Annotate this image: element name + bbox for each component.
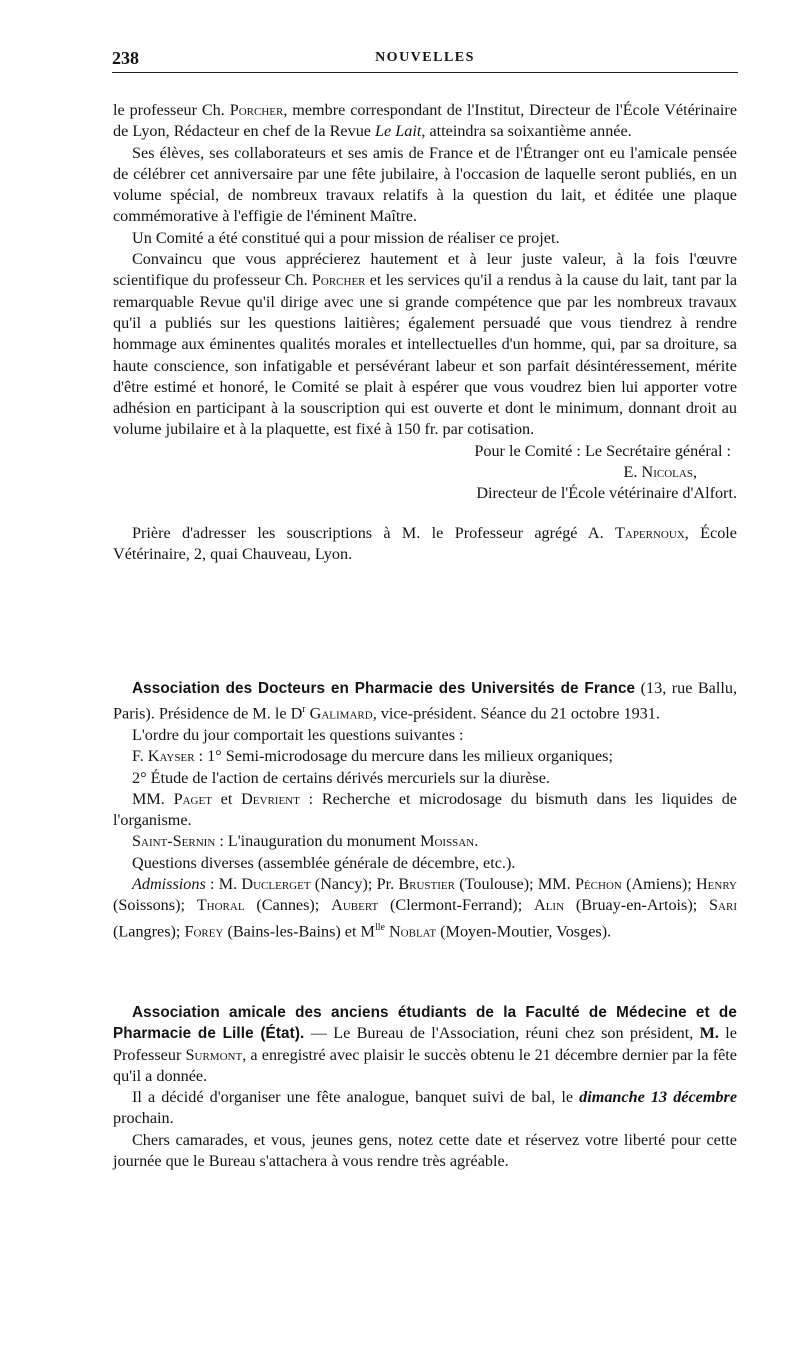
running-title: NOUVELLES (375, 50, 475, 65)
journal-title: Le Lait (375, 122, 422, 141)
page-number: 238 (112, 48, 139, 68)
porcher-paragraph-4: Convaincu que vous apprécierez hautement et à leur juste valeur, à la fois l'œuvre scientifique du professeur Ch. Porcher et les services qu'il a rendus à la cause du lait, tant par la remarquable Revue qu'il dirige avec une si grande compétence que par les nombreux travaux qu'il a publiés sur les questions laitières; également persuadé que vous tiendrez à rendre hommage aux éminentes qualités morales et intellectuelles d'un homme, qui, par sa droiture, sa haute conscience, son infatigable et persévérant labeur et son parfait désintéressement, mérite d'être estimé et honoré, le Comité se plait à espérer que vous voudrez bien lui apporter votre adhésion en participant à la souscription qui est ouverte et dont le minimum, donnant droit au volume jubilaire et à la plaquette, est fixé à 150 fr. par cotisation. (113, 250, 737, 439)
agenda-item: 2° Étude de l'action de certains dérivés mercuriels sur la diurèse. (132, 768, 550, 787)
person-name: Nicolas, (641, 463, 697, 482)
lille-section (113, 1002, 737, 1172)
agenda-intro: L'ordre du jour comportait les questions suivantes : (132, 725, 464, 744)
docteurs-intro: Association des Docteurs en Pharmacie des Universités de France (13, rue Ballu, Paris). Présidence de M. le $D^r$ Galimard, vice-président. Séance du 21 octobre 1931. (113, 679, 737, 723)
signature-line-2: E. Nicolas, (623, 463, 697, 482)
person-name: Galimard (305, 704, 373, 723)
porcher-section (113, 100, 737, 565)
section-heading: Association amicale des anciens étudiants de la Faculté de Médecine et de Pharmacie de Lille (État). (113, 1004, 737, 1043)
person-name: Porcher (311, 271, 366, 290)
page-header (112, 46, 738, 73)
agenda-item: Saint-Sernin : L'inauguration du monument Moissan. (132, 832, 479, 851)
event-date: dimanche 13 décembre (579, 1088, 738, 1107)
porcher-paragraph-3: Un Comité a été constitué qui a pour mission de réaliser ce projet. (132, 228, 560, 247)
section-heading: Association des Docteurs en Pharmacie des Universités de France (132, 680, 636, 697)
admissions: Admissions : M. Duclerget (Nancy); Pr. Brustier (Toulouse); MM. Péchon (Amiens); Henry (Soissons); Thoral (Cannes); Aubert (Clermont-Ferrand); Alin (Bruay-en-Artois); Sari (Langres); Forey (Bains-les-Bains) et $M^{lle}$ Noblat (Moyen-Moutier, Vosges). (113, 875, 737, 941)
porcher-paragraph-2: Ses élèves, ses collaborateurs et ses amis de France et de l'Étranger ont eu l'amicale pensée de célébrer cet anniversaire par une fête jubilaire, à l'occasion de laquelle seront publiés, en un volume spécial, de nombreux travaux relatifs à la question du lait, et éditée une plaque commémorative à l'effigie de l'éminent Maître. (113, 143, 737, 226)
lille-paragraph-1: Association amicale des anciens étudiants de la Faculté de Médecine et de Pharmacie de Lille (État). — Le Bureau de l'Association, réuni chez son président, M. le Professeur Surmont, a enregistré avec plaisir le succès obtenu le 21 décembre dernier par la fête qu'il a donnée. (113, 1004, 737, 1085)
docteurs-section (113, 678, 737, 942)
lille-paragraph-3: Chers camarades, et vous, jeunes gens, notez cette date et réservez votre liberté pour cette journée que le Bureau s'attachera à vous rendre très agréable. (113, 1130, 737, 1171)
porcher-paragraph-1: le professeur Ch. Porcher, membre correspondant de l'Institut, Directeur de l'École Vétérinaire de Lyon, Rédacteur en chef de la Revue Le Lait, atteindra sa soixantième année. (113, 101, 738, 141)
lille-paragraph-2: Il a décidé d'organiser une fête analogue, banquet suivi de bal, le dimanche 13 décembre prochain. (113, 1088, 738, 1128)
person-name: Surmont (185, 1045, 243, 1064)
person-name: Porcher (229, 101, 284, 119)
agenda-item: Questions diverses (assemblée générale de décembre, etc.). (132, 853, 516, 872)
subscription-note: Prière d'adresser les souscriptions à M. le Professeur agrégé A. Tapernoux, École Vétérinaire, 2, quai Chauveau, Lyon. (113, 523, 737, 563)
person-name: Tapernoux, (614, 523, 689, 542)
agenda-item: F. Kayser : 1° Semi-microdosage du mercure dans les milieux organiques; (132, 747, 613, 766)
signature-line-1: Pour le Comité : Le Secrétaire général : (474, 441, 731, 460)
agenda-item: MM. Paget et Devrient : Recherche et microdosage du bismuth dans les liquides de l'organisme. (113, 789, 737, 830)
spacer (113, 505, 737, 523)
signature-line-3: Directeur de l'École vétérinaire d'Alfort. (476, 484, 737, 503)
